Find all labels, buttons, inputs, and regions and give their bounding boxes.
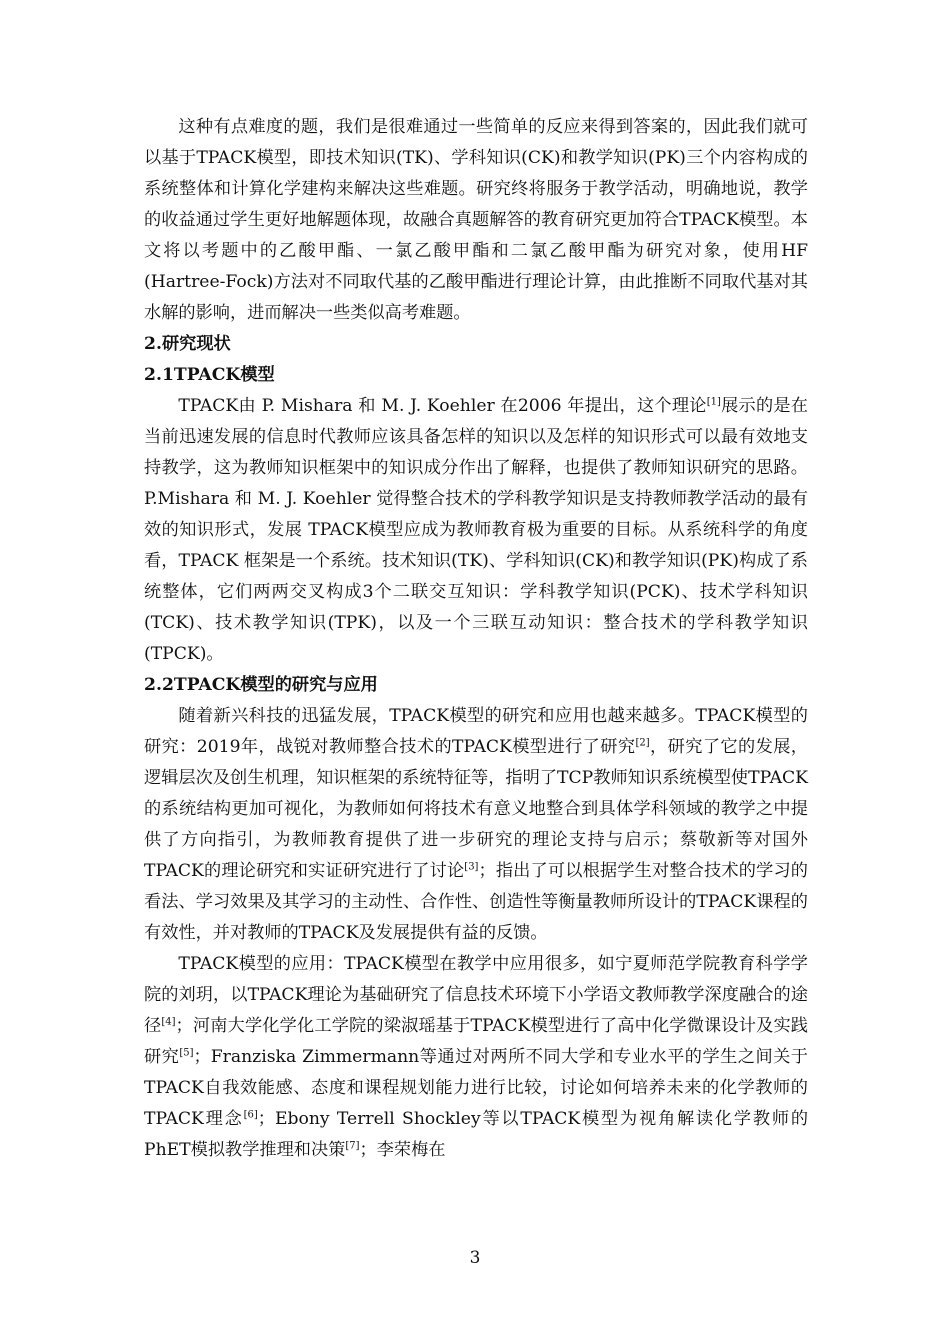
section-heading [144,670,808,701]
citation-ref: [3] [464,861,479,873]
text-run: 这种有点难度的题，我们是很难通过一些简单的反应来得到答案的，因此我们就可以基于TPACK模型，即技术知识(TK)、学科知识(CK)和教学知识(PK)三个内容构成的系统整体和计算化学建构来解决这些难题。研究终将服务于教学活动，明确地说，教学的收益通过学生更好地解题体现，故融合真题解答的教育研究更加符合TPACK模型。本文将以考题中的乙酸甲酯、一氯乙酸甲酯和二氯乙酸甲酯为研究对象，使用HF (Hartree-Fock)方法对不同取代基的乙酸甲酯进行理论计算，由此推断不同取代基对其水解的影响，进而解决一些类似高考难题。 [144,117,808,323]
text-run: ；指出了可以根据学生对整合技术的学习的看法、学习效果及其学习的主动性、合作性、创造性等衡量教师所设计的TPACK课程的有效性，并对教师的TPACK及发展提供有益的反馈。 [144,861,808,943]
text-run: ；李荣梅在 [359,1140,446,1160]
text-run: 2.2TPACK模型的研究与应用 [144,675,378,695]
section-heading [144,360,808,391]
body-paragraph [144,112,808,329]
text-run: TPACK模型的应用：TPACK模型在教学中应用很多，如宁夏师范学院教育科学学院的刘玥，以TPACK理论为基础研究了信息技术环境下小学语文教师教学深度融合的途径 [144,954,808,1036]
citation-ref: [7] [345,1140,360,1152]
text-run: 2.研究现状 [144,334,231,354]
section-heading [144,329,808,360]
citation-ref: [2] [635,737,650,749]
text-run: 随着新兴科技的迅猛发展，TPACK模型的研究和应用也越来越多。TPACK模型的研究：2019年，战锐对教师整合技术的TPACK模型进行了研究 [144,706,808,757]
body-paragraph [144,701,808,949]
text-run: ，研究了它的发展，逻辑层次及创生机理，知识框架的系统特征等，指明了TCP教师知识系统模型使TPACK的系统结构更加可视化，为教师如何将技术有意义地整合到具体学科领域的教学之中提供了方向指引，为教师教育提供了进一步研究的理论支持与启示；蔡敬新等对国外TPACK的理论研究和实证研究进行了讨论 [144,737,808,881]
body-paragraph [144,949,808,1166]
text-run: ；河南大学化学化工学院的梁淑瑶基于TPACK模型进行了高中化学微课设计及实践研究 [144,1016,808,1067]
citation-ref: [6] [243,1109,258,1121]
page-number: 3 [469,1248,481,1268]
citation-ref: [5] [179,1047,194,1059]
document-body [144,112,808,1166]
citation-ref: [1] [706,396,721,408]
text-run: 展示的是在当前迅速发展的信息时代教师应该具备怎样的知识以及怎样的知识形式可以最有效地支持教学，这为教师知识框架中的知识成分作出了解释，也提供了教师知识研究的思路。P.Mishara 和 M. J. Koehler 觉得整合技术的学科教学知识是支持教师教学活动的最有效的知识形式，发展 TPACK模型应成为教师教育极为重要的目标。从系统科学的角度看，TPACK 框架是一个系统。技术知识(TK)、学科知识(CK)和教学知识(PK)构成了系统整体，它们两两交叉构成3个二联交互知识：学科教学知识(PCK)、技术学科知识(TCK)、技术教学知识(TPK)，以及一个三联互动知识：整合技术的学科教学知识(TPCK)。 [144,396,808,664]
citation-ref: [4] [161,1016,176,1028]
text-run: 2.1TPACK模型 [144,365,275,385]
text-run: TPACK由 P. Mishara 和 M. J. Koehler 在2006 年提出，这个理论 [178,396,707,416]
text-run: ；Franziska Zimmermann等通过对两所不同大学和专业水平的学生之间关于TPACK自我效能感、态度和课程规划能力进行比较，讨论如何培养未来的化学教师的TPACK理念 [144,1047,808,1129]
body-paragraph [144,391,808,670]
text-run: ；Ebony Terrell Shockley等以TPACK模型为视角解读化学教师的PhET模拟教学推理和决策 [144,1109,809,1160]
